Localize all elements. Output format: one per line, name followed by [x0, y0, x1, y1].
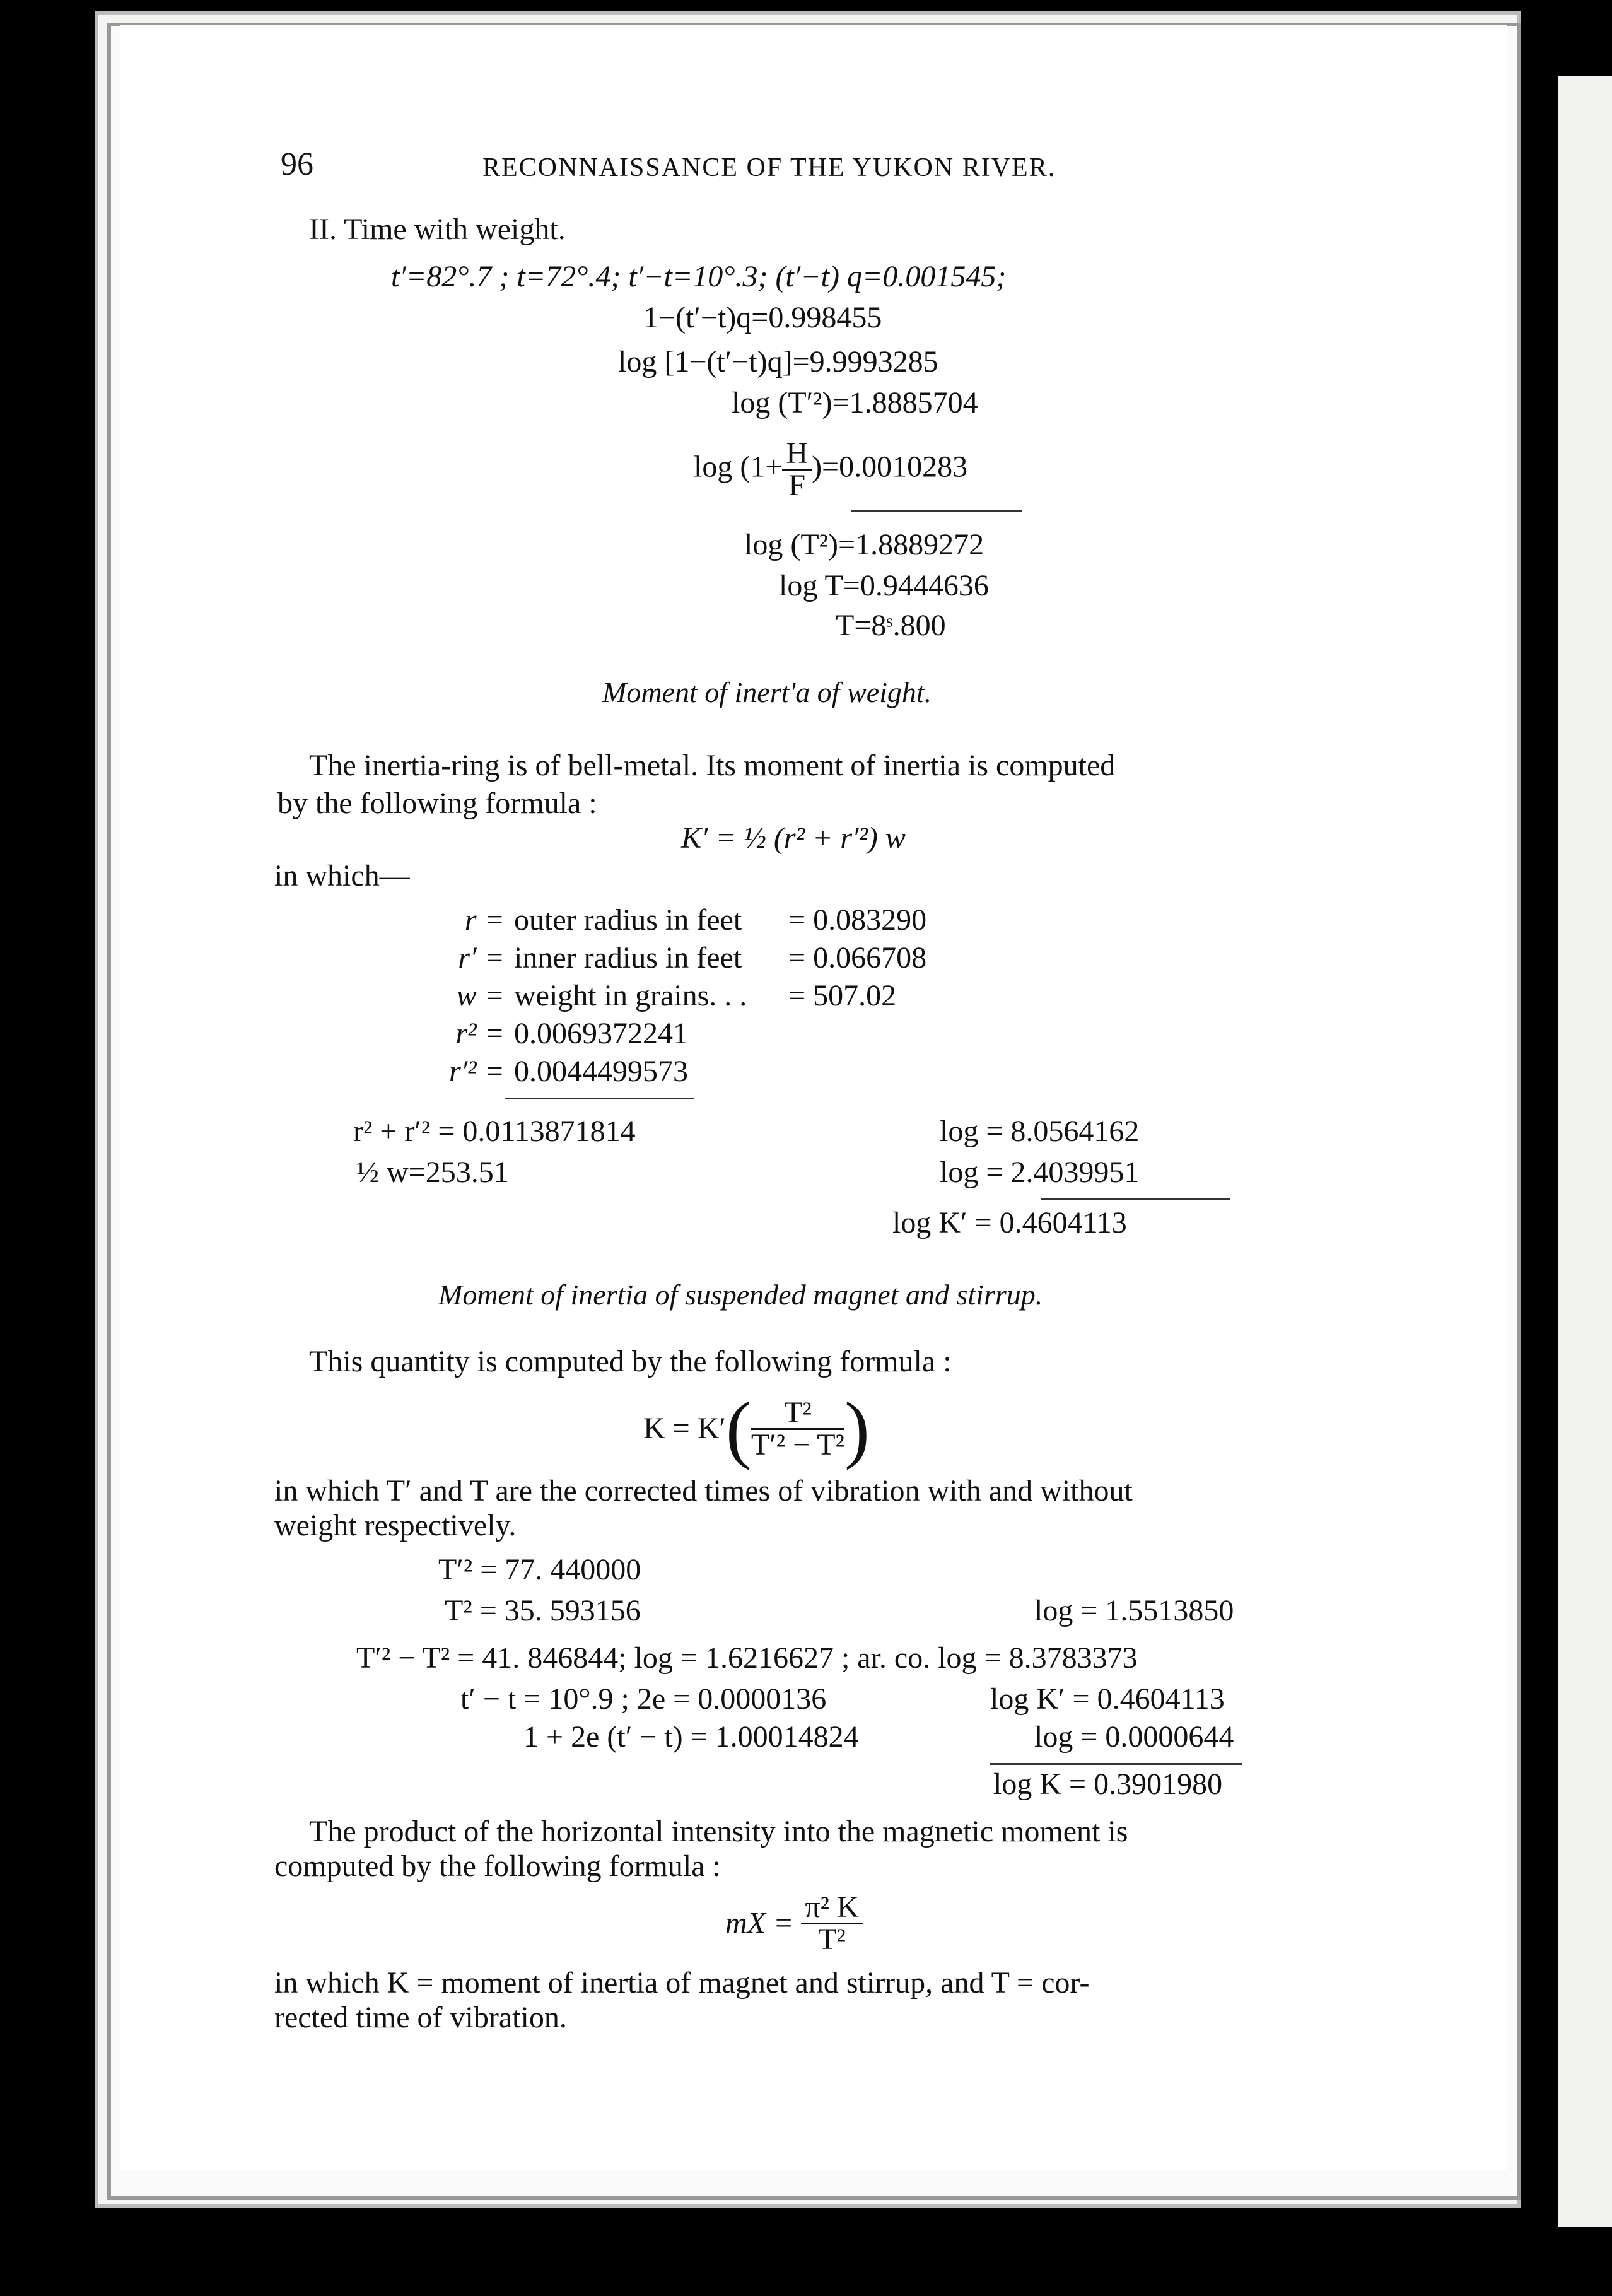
- subsection-heading: Moment of inert'a of weight.: [602, 676, 932, 708]
- paragraph-line: This quantity is computed by the following formula :: [309, 1345, 952, 1378]
- equation-line: 1−(t′−t)q=0.998455: [643, 301, 882, 334]
- sum-rule: [851, 510, 1022, 512]
- facing-page-edge: [1558, 76, 1612, 2227]
- formula: [643, 1386, 870, 1473]
- paragraph-line: by the following formula :: [277, 787, 597, 820]
- sum-rule: [505, 1098, 694, 1099]
- equation-fraction-line: [694, 438, 967, 501]
- sum-rule: [990, 1763, 1242, 1765]
- equation-line: log (T′²)=1.8885704: [732, 386, 978, 419]
- fraction-numerator: H: [782, 438, 812, 471]
- running-title: RECONNAISSANCE OF THE YUKON RIVER.: [482, 153, 1056, 182]
- fraction-denominator: T′² − T²: [751, 1427, 844, 1461]
- equation-line: t′=82°.7 ; t=72°.4; t′−t=10°.3; (t′−t) q=0.001545;: [391, 260, 1007, 293]
- formula: [725, 1892, 863, 1962]
- section-heading: II. Time with weight.: [309, 213, 566, 246]
- equation-line: T² = 35. 593156: [445, 1594, 641, 1627]
- fraction-numerator: π² K: [801, 1892, 862, 1924]
- paragraph-line: rected time of vibration.: [274, 2001, 567, 2034]
- formula: K′ = ½ (r² + r′²) w: [681, 821, 906, 855]
- subsection-heading: Moment of inertia of suspended magnet and stirrup.: [438, 1279, 1043, 1311]
- paragraph-line: in which T′ and T are the corrected times of vibration with and without: [274, 1474, 1133, 1508]
- def-symbol: r′ =: [458, 941, 505, 975]
- def-symbol: w =: [456, 979, 505, 1012]
- equation-text: log (1+: [694, 450, 783, 484]
- equation-line: log = 0.0000644: [1034, 1720, 1234, 1754]
- equation-line: T=8ˢ.800: [836, 609, 946, 642]
- sum-rule: [1041, 1198, 1230, 1200]
- def-description: inner radius in feet: [514, 941, 742, 975]
- equation-line: 1 + 2e (t′ − t) = 1.00014824: [523, 1720, 859, 1754]
- fraction: [801, 1892, 862, 1955]
- fraction: [782, 438, 812, 501]
- def-description: 0.0069372241: [514, 1017, 688, 1050]
- equation-line: log T=0.9444636: [779, 569, 989, 602]
- equation-line: log = 8.0564162: [940, 1115, 1140, 1148]
- def-symbol: r² =: [455, 1017, 505, 1050]
- page-number: 96: [281, 146, 313, 182]
- def-description: 0.0044499573: [514, 1055, 688, 1088]
- paren-right: ): [844, 1386, 870, 1470]
- paren-left: (: [725, 1386, 751, 1470]
- def-value: = 0.066708: [788, 941, 927, 975]
- equation-line: log K′ = 0.4604113: [892, 1206, 1127, 1239]
- equation-text: )=0.0010283: [812, 450, 968, 484]
- def-value: = 507.02: [788, 979, 897, 1012]
- paragraph-line: in which K = moment of inertia of magnet and stirrup, and T = cor-: [274, 1966, 1090, 2000]
- book-page: [120, 25, 1507, 2170]
- paragraph-line: in which—: [274, 859, 410, 893]
- def-symbol: r =: [464, 903, 505, 937]
- fraction: [751, 1395, 844, 1461]
- equation-line: log = 2.4039951: [940, 1156, 1140, 1189]
- def-symbol: r′² =: [449, 1055, 505, 1088]
- def-description: outer radius in feet: [514, 903, 742, 937]
- equation-line: t′ − t = 10°.9 ; 2e = 0.0000136: [460, 1682, 827, 1716]
- paragraph-line: The product of the horizontal intensity into the magnetic moment is: [309, 1815, 1128, 1848]
- fraction-denominator: F: [788, 469, 806, 502]
- equation-line: log (T²)=1.8889272: [744, 528, 984, 561]
- def-description: weight in grains. . .: [514, 979, 747, 1012]
- fraction-numerator: T²: [751, 1398, 844, 1430]
- equation-line: log = 1.5513850: [1034, 1594, 1234, 1627]
- formula-text: mX =: [725, 1906, 794, 1940]
- def-value: = 0.083290: [788, 903, 927, 937]
- equation-line: log [1−(t′−t)q]=9.9993285: [618, 345, 938, 378]
- equation-line: log K = 0.3901980: [993, 1767, 1223, 1801]
- fraction-denominator: T²: [818, 1923, 846, 1956]
- paragraph-line: The inertia-ring is of bell-metal. Its moment of inertia is computed: [309, 749, 1116, 782]
- formula-text: K = K′: [643, 1412, 726, 1445]
- equation-line: T′² − T² = 41. 846844; log = 1.6216627 ; ar. co. log = 8.3783373: [356, 1641, 1138, 1675]
- paragraph-line: weight respectively.: [274, 1509, 517, 1542]
- equation-line: log K′ = 0.4604113: [990, 1682, 1225, 1716]
- paragraph-line: computed by the following formula :: [274, 1849, 721, 1883]
- equation-line: T′² = 77. 440000: [438, 1553, 641, 1586]
- equation-line: ½ w=253.51: [356, 1156, 509, 1189]
- equation-line: r² + r′² = 0.0113871814: [353, 1115, 636, 1148]
